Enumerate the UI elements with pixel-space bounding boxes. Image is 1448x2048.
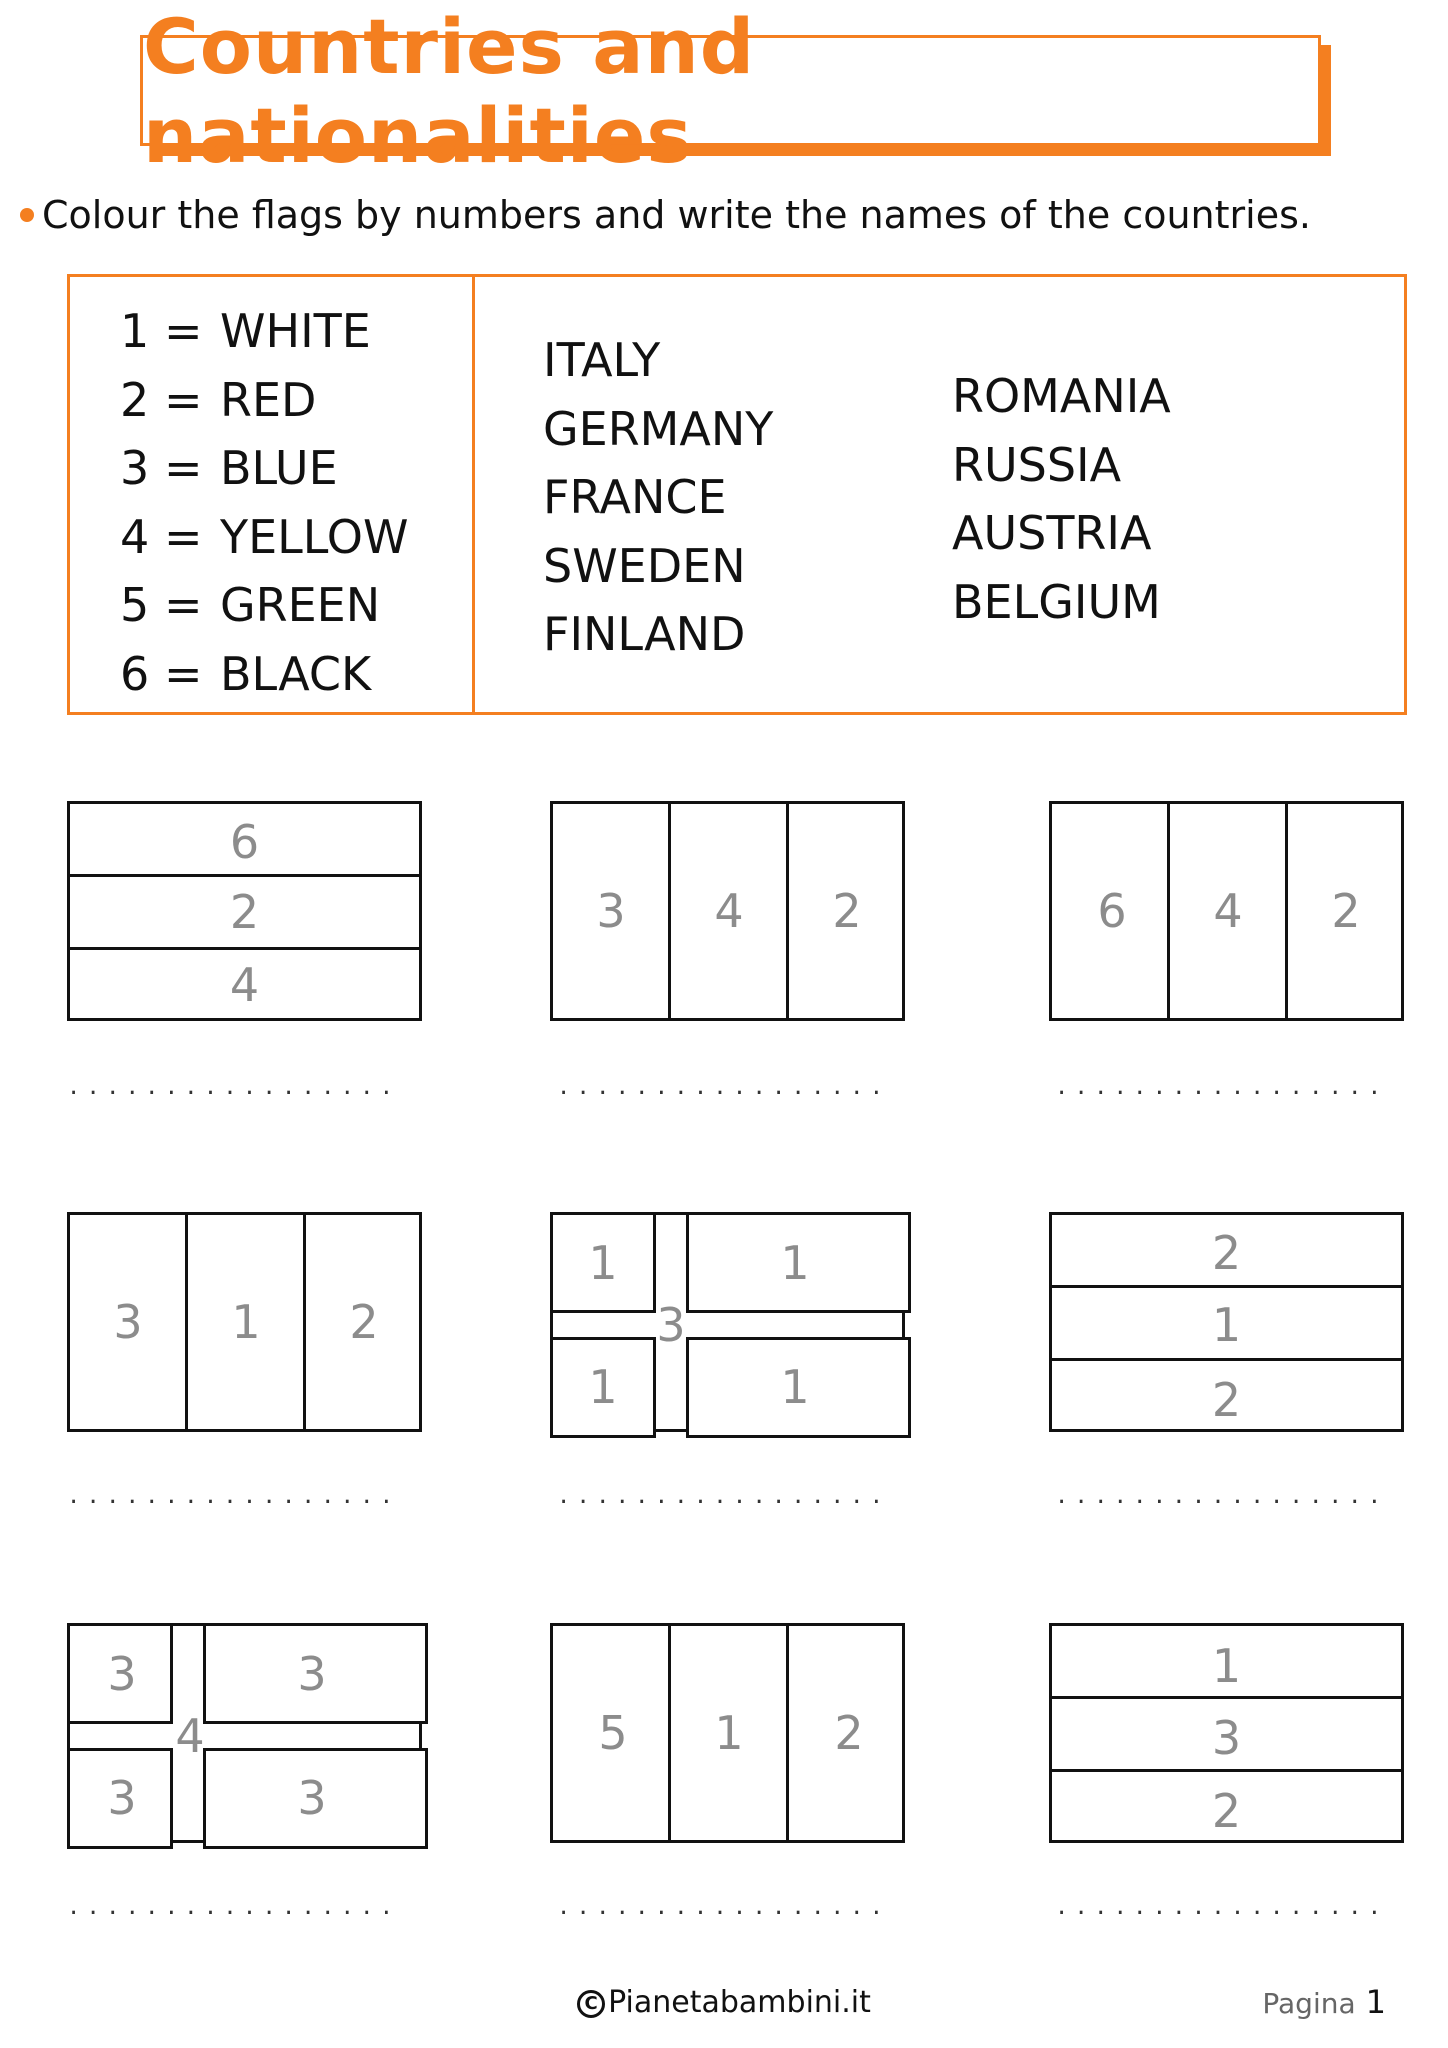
flag-outline[interactable] [1049, 801, 1404, 1021]
flag-number: 6 [229, 815, 260, 869]
key-equals: = [164, 304, 203, 358]
flag-number: 3 [596, 884, 626, 938]
page-indicator [1262, 1983, 1386, 2021]
flag-number: 2 [1211, 1226, 1242, 1280]
answer-line[interactable]: ................. [67, 1075, 400, 1100]
flag-number: 3 [1211, 1711, 1242, 1765]
flag-number: 4 [1213, 884, 1243, 938]
flag-number: 3 [113, 1295, 143, 1349]
page-label: Pagina [1262, 1987, 1356, 2020]
flag-number: 4 [229, 958, 260, 1012]
flag-number: 2 [834, 1706, 864, 1760]
instruction-text: Colour the flags by numbers and write the names of the countries. [42, 193, 1311, 237]
flag-number: 4 [175, 1709, 205, 1763]
country-name: FINLAND [543, 607, 746, 661]
flag-number: 1 [588, 1236, 618, 1290]
flag-outline[interactable] [67, 1212, 422, 1432]
flag-number: 3 [656, 1298, 686, 1352]
color-key-item [120, 434, 408, 503]
key-equals: = [164, 646, 203, 701]
key-color: WHITE [220, 304, 371, 358]
flag-number: 1 [780, 1236, 810, 1290]
flag-number: 3 [297, 1647, 327, 1701]
flag-number: 5 [598, 1706, 628, 1760]
key-number: 4 [120, 509, 150, 564]
page-title: Countries and nationalities [143, 1, 756, 180]
site-name: Pianetabambini.it [608, 1985, 871, 2020]
flag-number: 3 [297, 1771, 327, 1825]
answer-line[interactable]: ................. [1055, 1484, 1388, 1509]
country-name: GERMANY [543, 401, 774, 456]
flag-number: 1 [231, 1295, 261, 1349]
copyright-icon: C [577, 1990, 605, 2018]
country-name: AUSTRIA [952, 506, 1152, 560]
key-color: BLUE [220, 441, 338, 495]
flag-number: 1 [588, 1360, 618, 1414]
flag-outline[interactable] [550, 801, 905, 1021]
key-number: 2 [120, 372, 150, 427]
country-name: ITALY [543, 333, 661, 387]
flag-number: 2 [1211, 1373, 1242, 1427]
footer-site [0, 1985, 1448, 2020]
title-box [140, 1, 1321, 180]
country-name: SWEDEN [543, 538, 746, 593]
flag-outline[interactable] [67, 1623, 422, 1843]
instruction [20, 193, 1440, 237]
color-key-item [120, 503, 408, 572]
page-number: 1 [1365, 1983, 1386, 2021]
flag-outline[interactable] [1049, 1623, 1404, 1843]
color-key-list [120, 297, 408, 708]
flag-number: 2 [1211, 1784, 1242, 1838]
answer-line[interactable]: ................. [67, 1484, 400, 1509]
key-equals: = [164, 509, 203, 564]
answer-line[interactable]: ................. [557, 1075, 890, 1100]
flag-outline[interactable] [550, 1623, 905, 1843]
key-equals: = [164, 372, 203, 427]
legend-divider [472, 277, 475, 712]
key-color: RED [220, 372, 317, 427]
color-key-item [120, 571, 408, 640]
color-key-item [120, 297, 408, 366]
flag-number: 3 [107, 1771, 137, 1825]
answer-line[interactable]: ................. [67, 1895, 400, 1920]
flag-outline[interactable] [67, 801, 422, 1021]
answer-line[interactable]: ................. [1055, 1075, 1388, 1100]
flag-number: 1 [714, 1706, 744, 1760]
key-number: 6 [120, 646, 150, 701]
flag-outline[interactable] [1049, 1212, 1404, 1432]
flag-number: 4 [714, 884, 744, 938]
color-key-item [120, 366, 408, 435]
country-name: RUSSIA [952, 437, 1122, 492]
key-number: 1 [120, 304, 150, 358]
key-number: 3 [120, 441, 150, 495]
flag-number: 2 [229, 885, 260, 939]
key-number: 5 [120, 578, 150, 632]
flag-number: 3 [107, 1647, 137, 1701]
key-color: GREEN [220, 578, 381, 632]
answer-line[interactable]: ................. [1055, 1895, 1388, 1920]
flag-number: 1 [780, 1360, 810, 1414]
answer-line[interactable]: ................. [557, 1895, 890, 1920]
flag-number: 2 [1331, 884, 1361, 938]
flag-number: 2 [349, 1295, 379, 1349]
answer-line[interactable]: ................. [557, 1484, 890, 1509]
flag-outline[interactable] [550, 1212, 905, 1432]
country-list-right [952, 362, 1171, 636]
country-list-left [543, 326, 773, 669]
flag-number: 1 [1211, 1639, 1242, 1693]
flag-number: 1 [1211, 1298, 1242, 1352]
country-name: BELGIUM [952, 574, 1161, 629]
flag-number: 6 [1097, 884, 1127, 938]
country-name: FRANCE [543, 470, 727, 524]
country-name: ROMANIA [952, 369, 1171, 423]
bullet-icon [20, 208, 34, 222]
key-color: BLACK [220, 646, 372, 701]
color-key-item [120, 640, 408, 709]
key-color: YELLOW [220, 509, 409, 564]
flag-number: 2 [832, 884, 862, 938]
key-equals: = [164, 578, 203, 632]
key-equals: = [164, 441, 203, 495]
